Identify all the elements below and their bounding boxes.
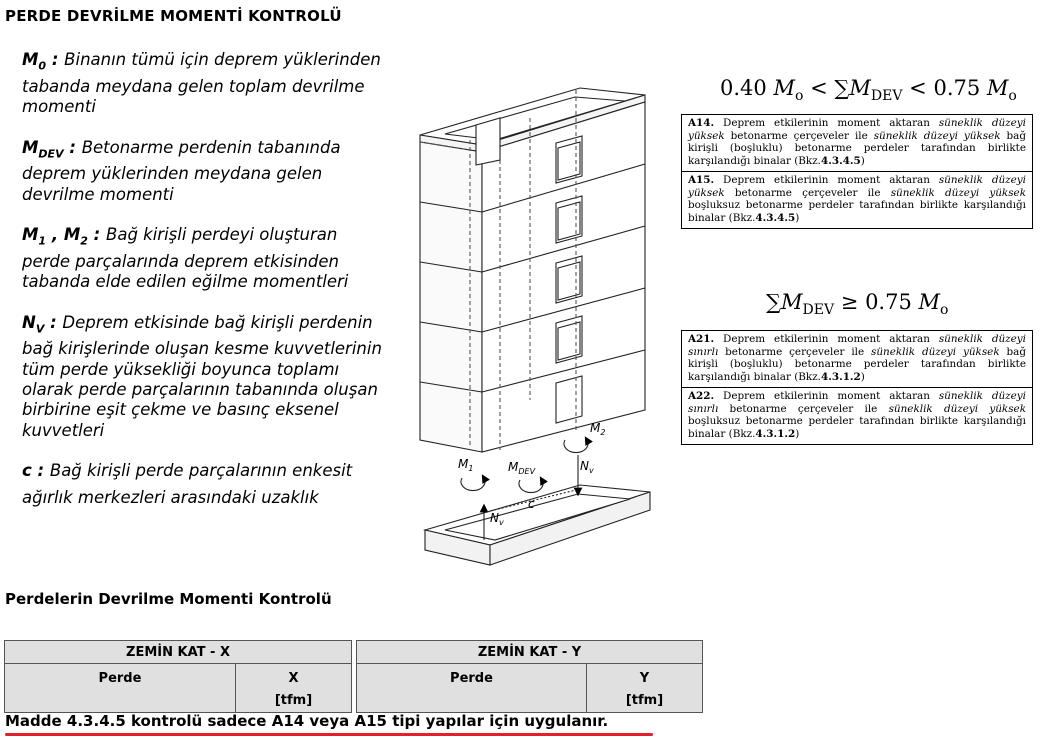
shear-wall-diagram — [405, 70, 665, 575]
label-c: c — [528, 497, 535, 511]
label-nv-base: $N_v$ — [490, 511, 504, 527]
section-subtitle: Perdelerin Devrilme Momenti Kontrolü — [5, 590, 332, 608]
label-mdev: $M_{DEV}$ — [508, 460, 536, 476]
column-x: X [tfm] — [236, 664, 352, 713]
type-a15: A15. Deprem etkilerinin moment aktaran süneklik düzeyi yüksek betonarme çerçeveler ile süneklik düzeyi yüksek boşluksuz betonarme perdeler tarafından birlikte karşılandığı binalar (Bkz.4.3.4.5) — [682, 171, 1032, 228]
separator: , — [46, 225, 64, 245]
applicability-note: Madde 4.3.4.5 kontrolü sadece A14 veya A15 tipi yapılar için uygulanır. — [5, 712, 609, 730]
label-nv-top: $N_v$ — [580, 459, 594, 475]
type-a22: A22. Deprem etkilerinin moment aktaran süneklik düzeyi sınırlı betonarme çerçeveler ile süneklik düzeyi yüksek boşluksuz betonarme perdeler tarafından birlikte karşılandığı binalar (Bkz.4.3.1.2) — [682, 387, 1032, 444]
table-x-header: ZEMİN KAT - X — [5, 641, 352, 664]
separator: : — [46, 50, 65, 69]
table-ground-floor-x — [4, 640, 352, 713]
column-y: Y [tfm] — [587, 664, 703, 713]
page-title: PERDE DEVRİLME MOMENTİ KONTROLÜ — [5, 7, 342, 25]
moment-m1-arrow — [461, 478, 485, 491]
definition-mdev — [22, 138, 382, 206]
formula-min: $\sum M_{DEV} \ge 0.75$ $M_o$ — [766, 290, 949, 319]
symbol: $N_V$ — [22, 312, 45, 335]
building-type-box-a21-a22 — [681, 330, 1033, 445]
label-m2: $M_2$ — [590, 421, 606, 437]
symbol: $M_1$ — [22, 225, 47, 248]
moment-m2-arrow — [564, 440, 588, 453]
column-perde: Perde — [5, 664, 236, 713]
moment-mdev-arrow — [519, 480, 543, 493]
symbol: $M_{DEV}$ — [22, 137, 64, 160]
left-wall-face — [420, 142, 482, 452]
definition-text: Bağ kirişli perdeyi oluşturan perde parçalarında deprem etkisinden tabanda elde edilen eğilme momentleri — [22, 225, 349, 292]
separator: : — [63, 137, 82, 157]
note-underline — [5, 733, 653, 736]
definition-text: Binanın tümü için deprem yüklerinden tabanda meydana gelen toplam devrilme momenti — [22, 50, 381, 117]
definition-m1-m2 — [22, 225, 382, 293]
definition-text: Deprem etkisinde bağ kirişli perdenin bağ kirişlerinde oluşan kesme kuvvetlerinin tüm perde yüksekliği boyunca toplamı olarak perde parçalarının tabanında oluşan birbirine eşit çekme ve basınç eksenel kuvvetleri — [22, 312, 382, 440]
symbol: c — [22, 461, 32, 481]
definition-text: Bağ kirişli perde parçalarının enkesit ağırlık merkezleri arasındaki uzaklık — [22, 461, 353, 507]
label-m1: $M_1$ — [458, 457, 474, 473]
definition-m0 — [22, 50, 382, 118]
definition-text: Betonarme perdenin tabanında deprem yüklerinden meydana gelen devrilme momenti — [22, 137, 341, 204]
column-perde: Perde — [357, 664, 587, 713]
symbol: $M_0$ — [22, 50, 47, 73]
definition-c — [22, 461, 382, 508]
building-type-box-a14-a15 — [681, 114, 1033, 229]
type-a14: A14. Deprem etkilerinin moment aktaran süneklik düzeyi yüksek betonarme çerçeveler ile süneklik düzeyi yüksek bağ kirişli (boşluklu) betonarme perdeler tarafından birlikte karşılandığı binalar (Bkz.4.3.4.5) — [688, 117, 1027, 168]
front-wall-face — [482, 102, 645, 452]
symbol-2: $M_2$ — [63, 225, 88, 248]
type-a21: A21. Deprem etkilerinin moment aktaran süneklik düzeyi sınırlı betonarme çerçeveler ile süneklik düzeyi yüksek bağ kirişli (boşluklu) betonarme perdeler tarafından birlikte karşılandığı binalar (Bkz.4.3.1.2) — [688, 333, 1027, 384]
table-ground-floor-y — [356, 640, 703, 713]
separator: : — [31, 461, 50, 481]
definitions-list — [22, 50, 382, 528]
separator: : — [44, 312, 63, 332]
table-y-header: ZEMİN KAT - Y — [357, 641, 703, 664]
formula-range: 0.40 $M_o < \sum M_{DEV} < 0.75$ $M_o$ — [720, 76, 1017, 105]
separator: : — [87, 225, 107, 245]
definition-nv — [22, 313, 382, 442]
